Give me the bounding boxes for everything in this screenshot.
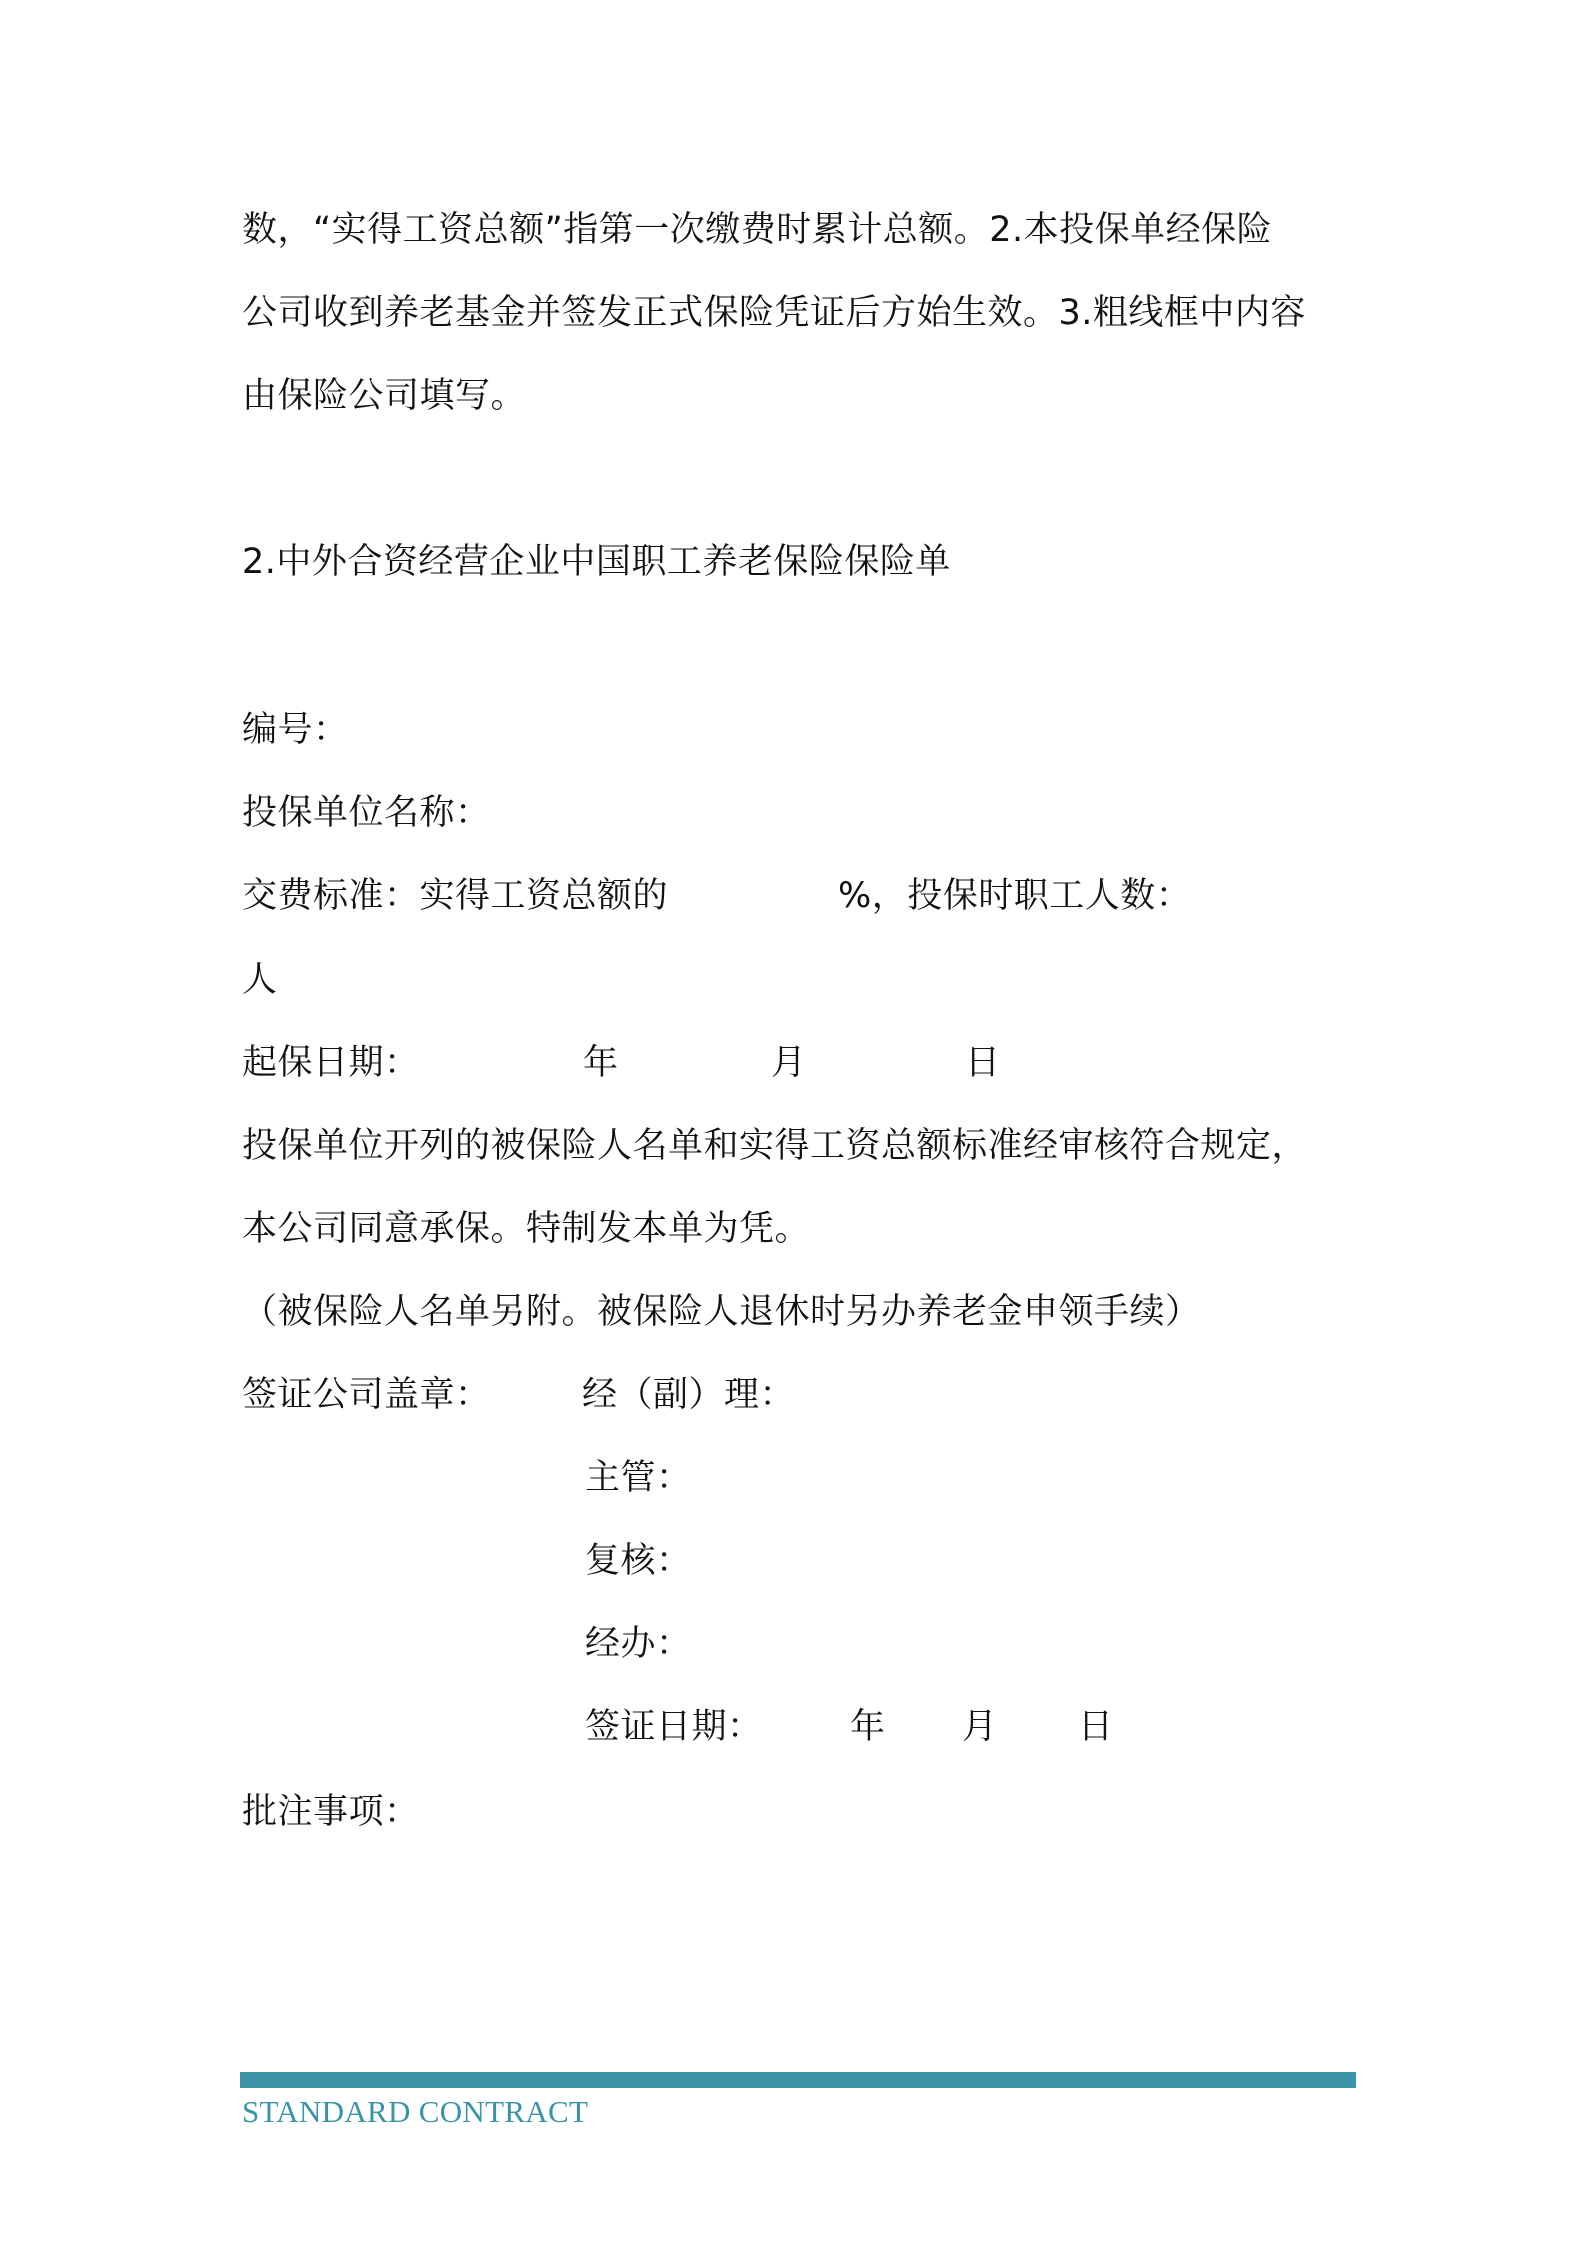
visa-date-year: 年 — [850, 1707, 886, 1747]
intro-line-3: 由保险公司填写。 — [242, 376, 527, 416]
intro-line-2: 公司收到养老基金并签发正式保险凭证后方始生效。3.粗线框中内容 — [242, 293, 1306, 333]
seal-label: 签证公司盖章： — [242, 1375, 491, 1415]
remarks-label: 批注事项： — [242, 1792, 420, 1832]
number-label: 编号： — [242, 710, 349, 750]
percent-label: %，投保时职工人数： — [838, 876, 1192, 916]
person-unit: 人 — [242, 960, 278, 1000]
manager-label: 经（副）理： — [582, 1375, 796, 1415]
visa-date-month: 月 — [962, 1707, 998, 1747]
reviewer-label: 复核： — [585, 1541, 692, 1581]
intro-line-1: 数，“实得工资总额”指第一次缴费时累计总额。2.本投保单经保险 — [242, 210, 1273, 250]
visa-date-day: 日 — [1078, 1707, 1114, 1747]
visa-date-label: 签证日期： — [585, 1707, 763, 1747]
statement-line-2: 本公司同意承保。特制发本单为凭。 — [242, 1209, 811, 1249]
section-title: 2.中外合资经营企业中国职工养老保险保险单 — [242, 542, 951, 582]
start-date-label: 起保日期： — [242, 1043, 420, 1083]
handler-label: 经办： — [585, 1624, 692, 1664]
note-line: （被保险人名单另附。被保险人退休时另办养老金申领手续） — [242, 1292, 1201, 1332]
footer-bar — [240, 2072, 1356, 2088]
statement-line-1: 投保单位开列的被保险人名单和实得工资总额标准经审核符合规定， — [242, 1126, 1308, 1166]
supervisor-label: 主管： — [585, 1458, 692, 1498]
footer-text: STANDARD CONTRACT — [242, 2094, 589, 2129]
fee-standard-label: 交费标准：实得工资总额的 — [242, 876, 669, 916]
unit-name-label: 投保单位名称： — [242, 793, 491, 833]
start-date-year: 年 — [583, 1043, 619, 1083]
start-date-day: 日 — [965, 1043, 1001, 1083]
start-date-month: 月 — [771, 1043, 807, 1083]
